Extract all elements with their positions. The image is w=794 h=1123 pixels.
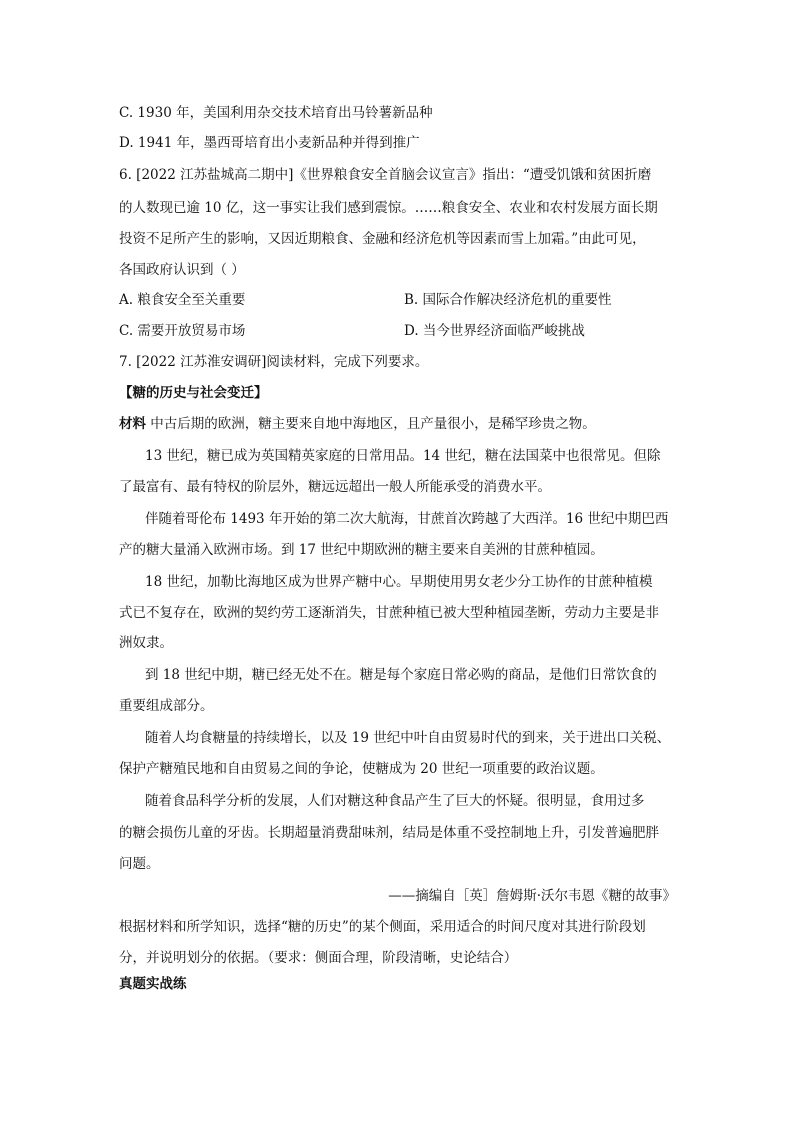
paragraph-13th-century-2: 了最富有、最有特权的阶层外，糖远远超出一般人所能承受的消费水平。 <box>119 479 551 495</box>
q7-intro: 7. [2022 江苏淮安调研]阅读材料，完成下列要求。 <box>119 354 429 370</box>
material-label: 材料 <box>119 416 146 432</box>
q6-option-a: A. 粮食安全至关重要 <box>119 292 246 308</box>
requirement-line-2: 分，并说明划分的依据。（要求：侧面合理，阶段清晰，史论结合） <box>119 950 518 966</box>
paragraph-food-science-2: 的糖会损伤儿童的牙齿。长期超量消费甜味剂，结局是体重不受控制地上升，引发普遍肥胖 <box>119 825 659 841</box>
q6-option-d: D. 当今世界经济面临严峻挑战 <box>404 323 585 339</box>
material-text: 中古后期的欧洲，糖主要来自地中海地区，且产量很小，是稀罕珍贵之物。 <box>150 416 596 432</box>
requirement-line-1: 根据材料和所学知识，选择“糖的历史”的某个侧面，采用适合的时间尺度对其进行阶段划 <box>119 919 646 935</box>
paragraph-columbus-1: 伴随着哥伦布 1493 年开始的第二次大航海，甘蔗首次跨越了大西洋。16 世纪中期巴西 <box>145 511 669 527</box>
q7-material-line-1 <box>119 415 596 433</box>
paragraph-caribbean-2: 式已不复存在，欧洲的契约劳工逐渐消失，甘蔗种植已被大型种植园垄断，劳动力主要是非 <box>119 605 659 621</box>
paragraph-18th-century-1: 到 18 世纪中期，糖已经无处不在。糖是每个家庭日常必购的商品，是他们日常饮食的 <box>145 667 657 683</box>
source-citation: ——摘编自［英］詹姆斯·沃尔韦恩《糖的故事》 <box>388 888 676 904</box>
paragraph-free-trade-2: 保护产糖殖民地和自由贸易之间的争论，使糖成为 20 世纪一项重要的政治议题。 <box>119 761 604 777</box>
q5-option-d: D. 1941 年，墨西哥培育出小麦新品种并得到推广 <box>119 135 420 151</box>
paragraph-caribbean-3: 洲奴隶。 <box>119 635 173 651</box>
paragraph-columbus-2: 产的糖大量涌入欧洲市场。到 17 世纪中期欧洲的糖主要来自美洲的甘蔗种植园。 <box>119 542 604 558</box>
q7-heading: 【糖的历史与社会变迁】 <box>119 385 268 401</box>
q5-option-c: C. 1930 年，美国利用杂交技术培育出马铃薯新品种 <box>119 105 433 121</box>
q6-option-c: C. 需要开放贸易市场 <box>119 323 246 339</box>
paragraph-caribbean-1: 18 世纪，加勒比海地区成为世界产糖中心。早期使用男女老少分工协作的甘蔗种植模 <box>145 574 653 590</box>
section-title: 真题实战练 <box>119 976 187 992</box>
paragraph-18th-century-2: 重要组成部分。 <box>119 698 214 714</box>
paragraph-food-science-1: 随着食品科学分析的发展，人们对糖这种食品产生了巨大的怀疑。很明显，食用过多 <box>145 793 645 809</box>
q6-stem-line-4: 各国政府认识到（ ） <box>119 262 245 278</box>
q6-stem-line-2: 的人数现已逾 10 亿，这一事实让我们感到震惊。……粮食安全、农业和农村发展方面长期 <box>119 200 658 216</box>
q6-option-b: B. 国际合作解决经济危机的重要性 <box>404 292 612 308</box>
paragraph-food-science-3: 问题。 <box>119 856 160 872</box>
paragraph-13th-century-1: 13 世纪，糖已成为英国精英家庭的日常用品。14 世纪，糖在法国菜中也很常见。但除 <box>145 448 661 464</box>
q6-stem-line-3: 投资不足所产生的影响，又因近期粮食、金融和经济危机等因素而雪上加霜。”由此可见， <box>119 231 646 247</box>
paragraph-free-trade-1: 随着人均食糖量的持续增长，以及 19 世纪中叶自由贸易时代的到来，关于进出口关税、 <box>145 730 671 746</box>
q6-stem-line-1: 6. [2022 江苏盐城高二期中]《世界粮食安全首脑会议宣言》指出：“遭受饥饿和贫困折磨 <box>119 167 652 183</box>
